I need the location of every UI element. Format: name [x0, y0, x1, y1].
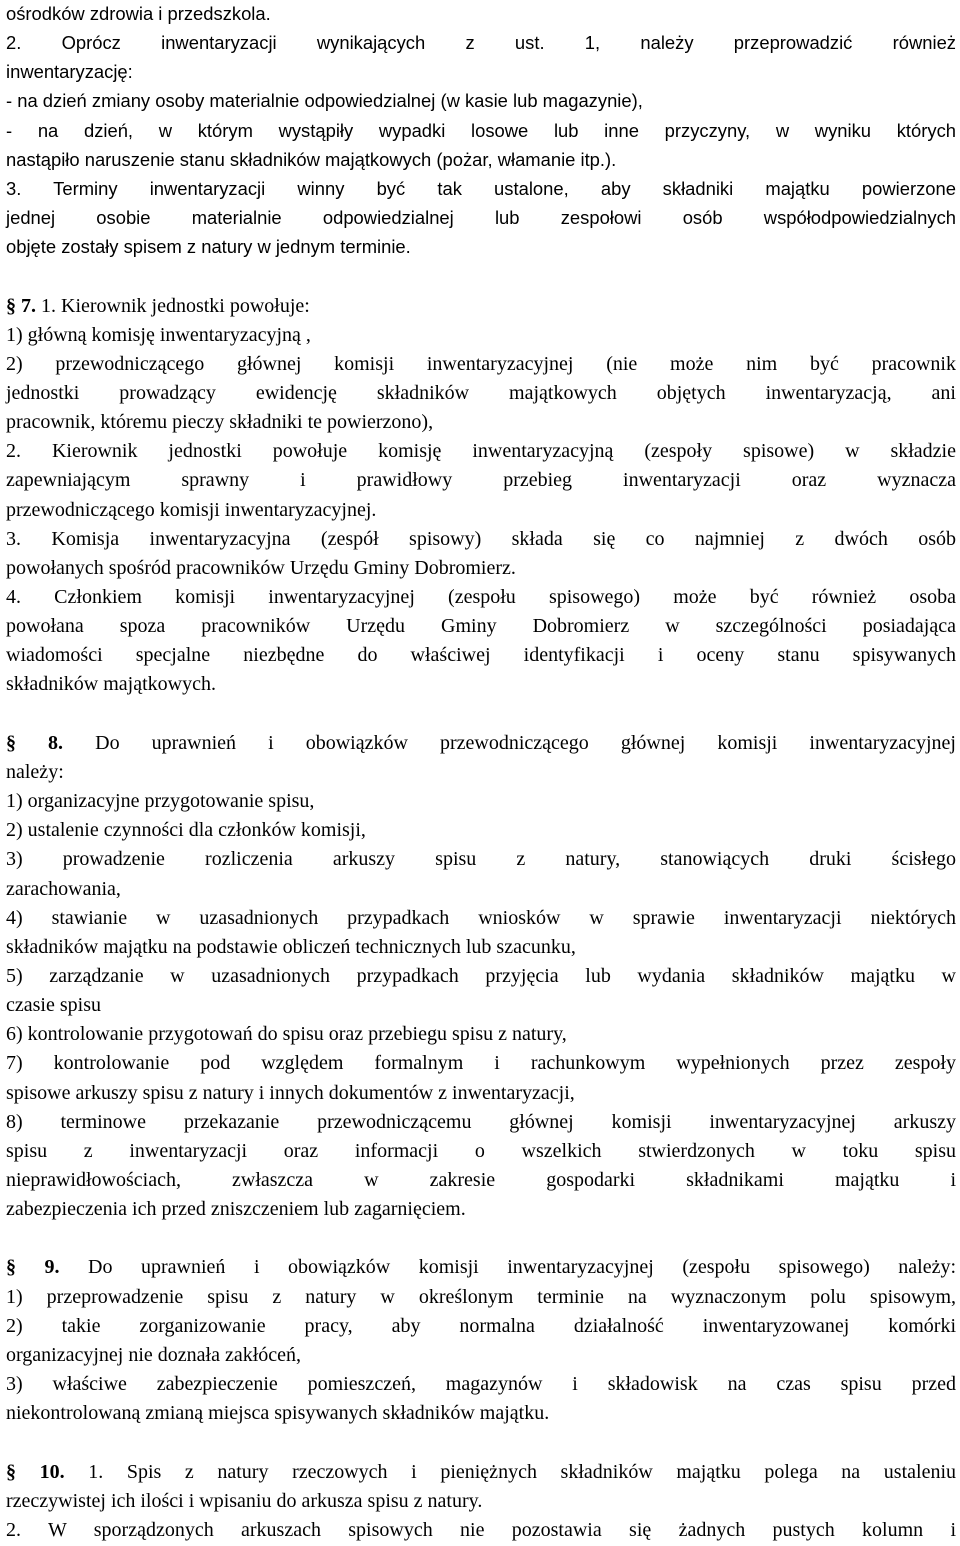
text-line — [6, 526, 956, 552]
line-text: ośrodków zdrowia i przedszkola. — [6, 3, 271, 24]
line-text: 2. Oprócz inwentaryzacji wynikających z ust. 1, należy przeprowadzić również — [6, 32, 956, 54]
text-line — [6, 905, 956, 931]
text-line — [6, 788, 314, 814]
line-text: pracownik, któremu pieczy składniki te powierzono), — [6, 411, 434, 434]
text-line — [6, 876, 121, 902]
section-number: § 7. — [6, 294, 36, 317]
text-line — [6, 380, 956, 406]
line-text: 1) przeprowadzenie spisu z natury w określonym terminie na wyznaczonym polu spisowym, — [6, 1285, 956, 1308]
text-line — [6, 1167, 956, 1193]
line-text: 5) zarządzanie w uzasadnionych przypadkach przyjęcia lub wydania składników majątku w — [6, 964, 956, 987]
line-text: jednostki prowadzący ewidencję składników majątkowych objętych inwentaryzacją, ani — [6, 381, 956, 404]
line-text: spisowe arkuszy spisu z natury i innych dokumentów z inwentaryzacji, — [6, 1081, 575, 1104]
line-text: składników majątku na podstawie obliczeń technicznych lub szacunku, — [6, 935, 576, 958]
text-line — [6, 1050, 956, 1076]
line-text: czasie spisu — [6, 994, 101, 1017]
text-line — [6, 351, 956, 377]
line-text: inwentaryzację: — [6, 61, 133, 83]
line-text: rzeczywistej ich ilości i wpisaniu do arkusza spisu z natury. — [6, 1489, 483, 1512]
text-line — [6, 759, 64, 785]
line-text: 1. Kierownik jednostki powołuje: — [36, 294, 310, 317]
text-line — [6, 1488, 482, 1514]
section-number: § 9. — [6, 1256, 60, 1279]
line-text: zapewniającym sprawny i prawidłowy przebieg inwentaryzacji oraz wyznacza — [6, 469, 956, 492]
text-line — [6, 555, 516, 581]
line-text: Do uprawnień i obowiązków przewodniczącego głównej komisji inwentaryzacyjnej — [63, 731, 956, 754]
text-line — [6, 584, 956, 610]
line-text: należy: — [6, 760, 64, 783]
line-text: składników majątkowych. — [6, 673, 216, 696]
text-line — [6, 1371, 956, 1397]
text-line — [6, 409, 433, 435]
section-heading-line — [6, 293, 310, 319]
text-line — [6, 1109, 956, 1135]
line-text: 6) kontrolowanie przygotowań do spisu oraz przebiegu spisu z natury, — [6, 1023, 567, 1046]
line-text: 4. Członkiem komisji inwentaryzacyjnej (zespołu spisowego) może być również osoba — [6, 586, 956, 608]
line-text: zarachowania, — [6, 877, 121, 900]
text-line — [6, 934, 576, 960]
line-text: nastąpiło naruszenie stanu składników majątkowych (pożar, włamanie itp.). — [6, 148, 617, 170]
text-line — [6, 1342, 301, 1368]
section-number: § 10. — [6, 1460, 65, 1483]
line-text: 2. W sporządzonych arkuszach spisowych nie pozostawia się żadnych pustych kolumn i — [6, 1518, 956, 1541]
line-text: przewodniczącego komisji inwentaryzacyjnej. — [6, 498, 377, 521]
line-text: 2) przewodniczącego głównej komisji inwentaryzacyjnej (nie może nim być pracownik — [6, 352, 956, 375]
line-text: Do uprawnień i obowiązków komisji inwentaryzacyjnej (zespołu spisowego) należy: — [59, 1256, 957, 1279]
line-text: 7) kontrolowanie pod względem formalnym i rachunkowym wypełnionych przez zespoły — [6, 1052, 956, 1075]
line-text: zabezpieczenia ich przed zniszczeniem lub zagarnięciem. — [6, 1198, 466, 1221]
text-line — [6, 963, 956, 989]
text-line — [6, 30, 956, 56]
text-line — [6, 438, 956, 464]
line-text: 2) ustalenie czynności dla członków komisji, — [6, 819, 366, 842]
text-line — [6, 176, 956, 202]
section-number: § 8. — [6, 731, 64, 754]
line-text: jednej osobie materialnie odpowiedzialnej lub zespołowi osób współodpowiedzialnych — [6, 207, 956, 229]
line-text: - na dzień zmiany osoby materialnie odpowiedzialnej (w kasie lub magazynie), — [6, 90, 643, 112]
text-line — [6, 88, 643, 114]
text-line — [6, 1284, 956, 1310]
text-line — [6, 1138, 956, 1164]
text-line — [6, 613, 956, 639]
text-line — [6, 992, 101, 1018]
line-text: 1) organizacyjne przygotowanie spisu, — [6, 790, 315, 813]
line-text: 4) stawianie w uzasadnionych przypadkach wniosków w sprawie inwentaryzacji niektórych — [6, 906, 956, 929]
section-heading-line — [6, 1254, 956, 1280]
line-text: 8) terminowe przekazanie przewodniczącemu głównej komisji inwentaryzacyjnej arkuszy — [6, 1110, 956, 1133]
line-text: 3) właściwe zabezpieczenie pomieszczeń, magazynów i składowisk na czas spisu przed — [6, 1373, 956, 1396]
text-line — [6, 497, 376, 523]
line-text: 3) prowadzenie rozliczenia arkuszy spisu z natury, stanowiących druki ścisłego — [6, 848, 956, 871]
text-line — [6, 1021, 567, 1047]
text-line — [6, 1, 271, 27]
text-line — [6, 1400, 549, 1426]
section-heading-line — [6, 730, 956, 756]
text-line — [6, 846, 956, 872]
section-heading-line — [6, 1459, 956, 1485]
text-line — [6, 118, 956, 144]
text-line — [6, 1196, 466, 1222]
text-line — [6, 1080, 575, 1106]
line-text: nieprawidłowościach, zwłaszcza w zakresie gospodarki składnikami majątku i — [6, 1169, 956, 1191]
text-line — [6, 322, 311, 348]
text-line — [6, 467, 956, 493]
text-line — [6, 642, 956, 668]
line-text: - na dzień, w którym wystąpiły wypadki losowe lub inne przyczyny, w wyniku których — [6, 119, 956, 141]
text-line — [6, 205, 956, 231]
line-text: powołana spoza pracowników Urzędu Gminy Dobromierz w szczególności posiadająca — [6, 615, 956, 638]
text-line — [6, 59, 133, 85]
line-text: spisu z inwentaryzacji oraz informacji o wszelkich stwierdzonych w toku spisu — [6, 1139, 956, 1162]
line-text: niekontrolowaną zmianą miejsca spisywanych składników majątku. — [6, 1402, 550, 1425]
text-line — [6, 817, 366, 843]
line-text: 1. Spis z natury rzeczowych i pieniężnych składników majątku polega na ustaleniu — [64, 1460, 956, 1483]
text-line — [6, 234, 411, 260]
text-line — [6, 1313, 956, 1339]
line-text: 2. Kierownik jednostki powołuje komisję inwentaryzacyjną (zespoły spisowe) w składzie — [6, 440, 956, 463]
text-line — [6, 671, 216, 697]
line-text: 1) główną komisję inwentaryzacyjną , — [6, 323, 311, 346]
line-text: 3. Terminy inwentaryzacji winny być tak ustalone, aby składniki majątku powierzone — [6, 177, 956, 199]
line-text: 2) takie zorganizowanie pracy, aby normalna działalność inwentaryzowanej komórki — [6, 1314, 956, 1337]
line-text: wiadomości specjalne niezbędne do właściwej identyfikacji i oceny stanu spisywanych — [6, 644, 956, 667]
line-text: powołanych spośród pracowników Urzędu Gminy Dobromierz. — [6, 556, 516, 579]
text-line — [6, 1517, 956, 1543]
line-text: organizacyjnej nie doznała zakłóceń, — [6, 1343, 302, 1366]
line-text: 3. Komisja inwentaryzacyjna (zespół spisowy) składa się co najmniej z dwóch osób — [6, 527, 956, 550]
line-text: objęte zostały spisem z natury w jednym terminie. — [6, 236, 411, 258]
text-line — [6, 147, 616, 173]
